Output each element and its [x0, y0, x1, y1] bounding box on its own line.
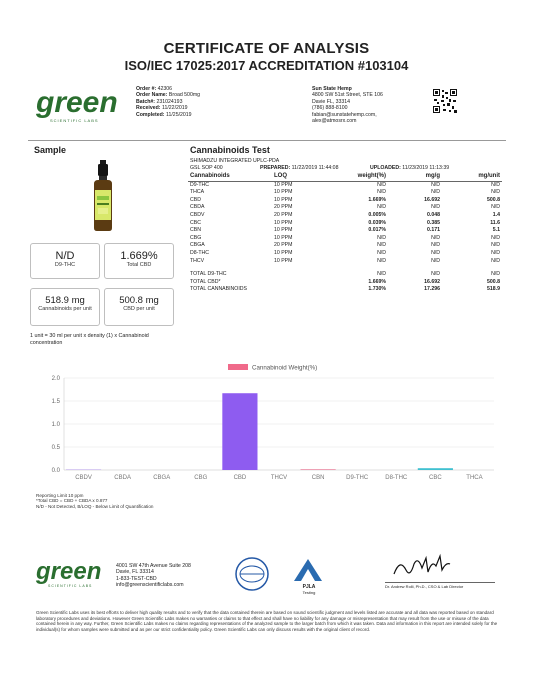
y-tick-label: 1.5: [51, 399, 60, 405]
header-divider: [28, 140, 506, 141]
instrument-name: SHIMADZU INTEGRATED UPLC-PDA: [190, 158, 280, 164]
bar-cbc: [418, 468, 453, 470]
table-cell: N/D: [431, 204, 440, 211]
test-meta: GSL SOP 400 PREPARED: 11/22/2019 11:44:08 UPLOADED: 11/23/2019 11:13:39: [190, 165, 450, 171]
table-cell: N/D: [431, 181, 440, 188]
table-cell: N/D: [377, 257, 386, 264]
table-row: [188, 242, 502, 250]
table-cell: [272, 279, 326, 287]
table-row: [188, 220, 502, 228]
x-tick-label: CBDV: [75, 475, 92, 481]
table-cell: N/D: [491, 189, 500, 196]
table-row: [188, 204, 502, 212]
pjla-sublabel: Testing: [302, 590, 316, 595]
table-cell: N/D: [377, 249, 386, 256]
table-row: [188, 197, 502, 205]
x-tick-label: CBC: [429, 475, 442, 481]
table-cell: CBD: [190, 196, 201, 203]
table-cell: 10 PPM: [274, 227, 293, 234]
x-tick-label: CBN: [311, 475, 325, 481]
x-tick-label: CBD: [233, 475, 247, 481]
table-cell: CBC: [190, 219, 201, 226]
legend-swatch: [228, 364, 248, 370]
table-row: [188, 212, 502, 220]
table-cell: N/D: [431, 234, 440, 241]
table-cell: N/D: [491, 249, 500, 256]
y-tick-label: 1.0: [51, 422, 60, 428]
table-cell: N/D: [431, 242, 440, 249]
table-cell: N/D: [377, 271, 386, 278]
table-cell: 500.8: [487, 278, 500, 285]
legend-label: Cannabinoid Weight(%): [252, 364, 318, 372]
table-cell: 20 PPM: [274, 242, 293, 249]
table-cell: 518.9: [487, 286, 500, 293]
table-cell: CBN: [190, 227, 201, 234]
table-cell: CBG: [190, 234, 202, 241]
table-cell: 0.048: [427, 211, 440, 218]
bar-cbdv: [66, 469, 101, 470]
order-info: Order #: 42306 Order Name: Broad 500mg Batch#: 231024193 Received: 11/22/2019 Completed: 11/25/2019: [136, 86, 201, 118]
table-cell: 1.669%: [368, 278, 386, 285]
table-row: [188, 265, 502, 279]
x-tick-label: THCA: [466, 475, 483, 481]
table-cell: 0.017%: [368, 227, 386, 234]
table-cell: CBGA: [190, 242, 205, 249]
table-cell: 0.385: [427, 219, 440, 226]
table-cell: 500.8: [487, 196, 500, 203]
bar-cbd: [222, 393, 257, 470]
y-tick-label: 0.0: [51, 468, 60, 474]
table-cell: 20 PPM: [274, 211, 293, 218]
table-cell: 10 PPM: [274, 196, 293, 203]
table-cell: D8-THC: [190, 249, 210, 256]
x-tick-label: D8-THC: [385, 475, 408, 481]
table-cell: 0.039%: [368, 219, 386, 226]
cbd-result-box: 1.669% Total CBD: [104, 243, 174, 279]
table-cell: 5.1: [492, 227, 500, 234]
table-cell: CBDV: [190, 211, 205, 218]
y-tick-label: 0.5: [51, 445, 60, 451]
table-cell: 1.730%: [368, 286, 386, 293]
table-cell: N/D: [431, 257, 440, 264]
table-cell: N/D: [377, 234, 386, 241]
table-cell: [272, 265, 326, 279]
table-row: [188, 235, 502, 243]
table-cell: N/D: [431, 271, 440, 278]
table-cell: D9-THC: [190, 181, 210, 188]
qr-code-icon: [432, 88, 458, 114]
unit-note: 1 unit = 30 ml per unit x density (1) x Cannabinoid concentration: [30, 333, 149, 346]
table-cell: 10 PPM: [274, 234, 293, 241]
cannabinoids-per-unit-box: 518.9 mg Cannabinoids per unit: [30, 288, 100, 326]
document-subtitle: ISO/IEC 17025:2017 ACCREDITATION #103104: [124, 58, 409, 73]
table-cell: 10 PPM: [274, 249, 293, 256]
x-tick-label: CBDA: [114, 475, 131, 481]
table-cell: 0.171: [427, 227, 440, 234]
sample-heading: Sample: [34, 145, 67, 155]
table-row: [188, 250, 502, 258]
table-cell: 10 PPM: [274, 219, 293, 226]
footer-address: 4001 SW 47th Avenue Suite 208 Davie, FL 33314 1-833-TEST-CBD info@greenscientificlabs.com: [116, 563, 191, 589]
table-cell: 1.669%: [368, 196, 386, 203]
test-heading: Cannabinoids Test: [190, 145, 270, 155]
table-cell: N/D: [431, 189, 440, 196]
table-cell: N/D: [491, 204, 500, 211]
table-cell: 11.6: [490, 219, 500, 226]
table-cell: N/D: [431, 249, 440, 256]
table-cell: [272, 286, 326, 294]
table-cell: 1.4: [492, 211, 500, 218]
table-row: [188, 181, 502, 189]
signature-name: Dr. Andrew Rolli, Ph.D., CSO & Lab Director: [385, 582, 495, 589]
table-cell: N/D: [377, 189, 386, 196]
table-row: [188, 227, 502, 235]
x-tick-label: CBGA: [153, 475, 171, 481]
x-tick-label: D9-THC: [346, 475, 369, 481]
table-row: [188, 286, 502, 294]
cbd-per-unit-box: 500.8 mg CBD per unit: [104, 288, 174, 326]
document-title: CERTIFICATE OF ANALYSIS: [163, 40, 370, 57]
table-row: [188, 189, 502, 197]
table-cell: N/D: [491, 271, 500, 278]
x-tick-label: CBG: [194, 475, 208, 481]
table-cell: 16.692: [424, 278, 440, 285]
sample-bottle-image: [88, 160, 118, 232]
x-tick-label: THCV: [270, 475, 288, 481]
table-cell: N/D: [491, 257, 500, 264]
table-cell: 16.692: [424, 196, 440, 203]
reporting-notes: Reporting Limit 10 ppm *Total CBD = CBD + CBDA x 0.877 N/D - Not Detected, B/LOQ - Below Limit of Quantification: [36, 493, 154, 509]
pjla-label: PJLA: [302, 584, 316, 590]
table-cell: N/D: [377, 242, 386, 249]
bar-cbn: [301, 469, 336, 470]
footer-logo: green SCIENTIFIC LABS: [36, 558, 102, 588]
table-cell: 17.296: [424, 286, 440, 293]
lab-logo: green SCIENTIFIC LABS: [36, 86, 118, 123]
ilac-mra-badge-icon: [230, 556, 274, 592]
director-signature: [392, 552, 452, 580]
table-cell: THCA: [190, 189, 205, 196]
cannabinoids-table: [188, 173, 502, 294]
table-header-row: Cannabinoids LOQ weight(%) mg/g mg/unit: [188, 173, 502, 181]
disclaimer: Green Scientific Labs uses its best efforts to deliver high quality results and to verify that the data contained therein are based on sound scientific judgment and levels listed are accurate and all data was reported based on standard laboratory procedures and deviations. However Green Scientific Labs makes no warranties or claims to that effect and shall have no liability for any damage or misrepresentation that may result from the use or misuse of the data contained herein in any way. Further, Green Scientific Labs makes no claims regarding representations of the analyzed sample to the larger batch from which it was taken. Data and information in this report are intended solely for the individual(s) for whom samples were submitted and as per our strict confidentiality policy. Green Scientific Labs can only discuss results with the original client of record.: [36, 610, 498, 632]
thc-result-box: N/D D9-THC: [30, 243, 100, 279]
client-info: Sun State Hemp 4800 SW 51st Street, STE 106 Davie FL, 33314 (786) 888-8100 fabian@sunstatehemp.com, alex@atmosrx.com: [312, 86, 383, 125]
pjla-badge-icon: [288, 555, 328, 585]
table-cell: CBDA: [190, 204, 205, 211]
table-cell: 10 PPM: [274, 181, 293, 188]
table-row: [188, 279, 502, 287]
table-cell: N/D: [377, 181, 386, 188]
table-cell: TOTAL D9-THC: [190, 271, 227, 278]
table-cell: N/D: [491, 242, 500, 249]
table-cell: 10 PPM: [274, 257, 293, 264]
table-cell: TOTAL CBD*: [190, 278, 221, 285]
table-cell: N/D: [491, 181, 500, 188]
table-row: [188, 258, 502, 266]
table-cell: 10 PPM: [274, 189, 293, 196]
y-tick-label: 2.0: [51, 376, 60, 382]
table-cell: 20 PPM: [274, 204, 293, 211]
table-cell: THCV: [190, 257, 205, 264]
table-cell: N/D: [491, 234, 500, 241]
cannabinoid-weight-chart: [28, 360, 498, 490]
table-cell: 0.005%: [368, 211, 386, 218]
table-cell: TOTAL CANNABINOIDS: [190, 286, 247, 293]
table-cell: N/D: [377, 204, 386, 211]
